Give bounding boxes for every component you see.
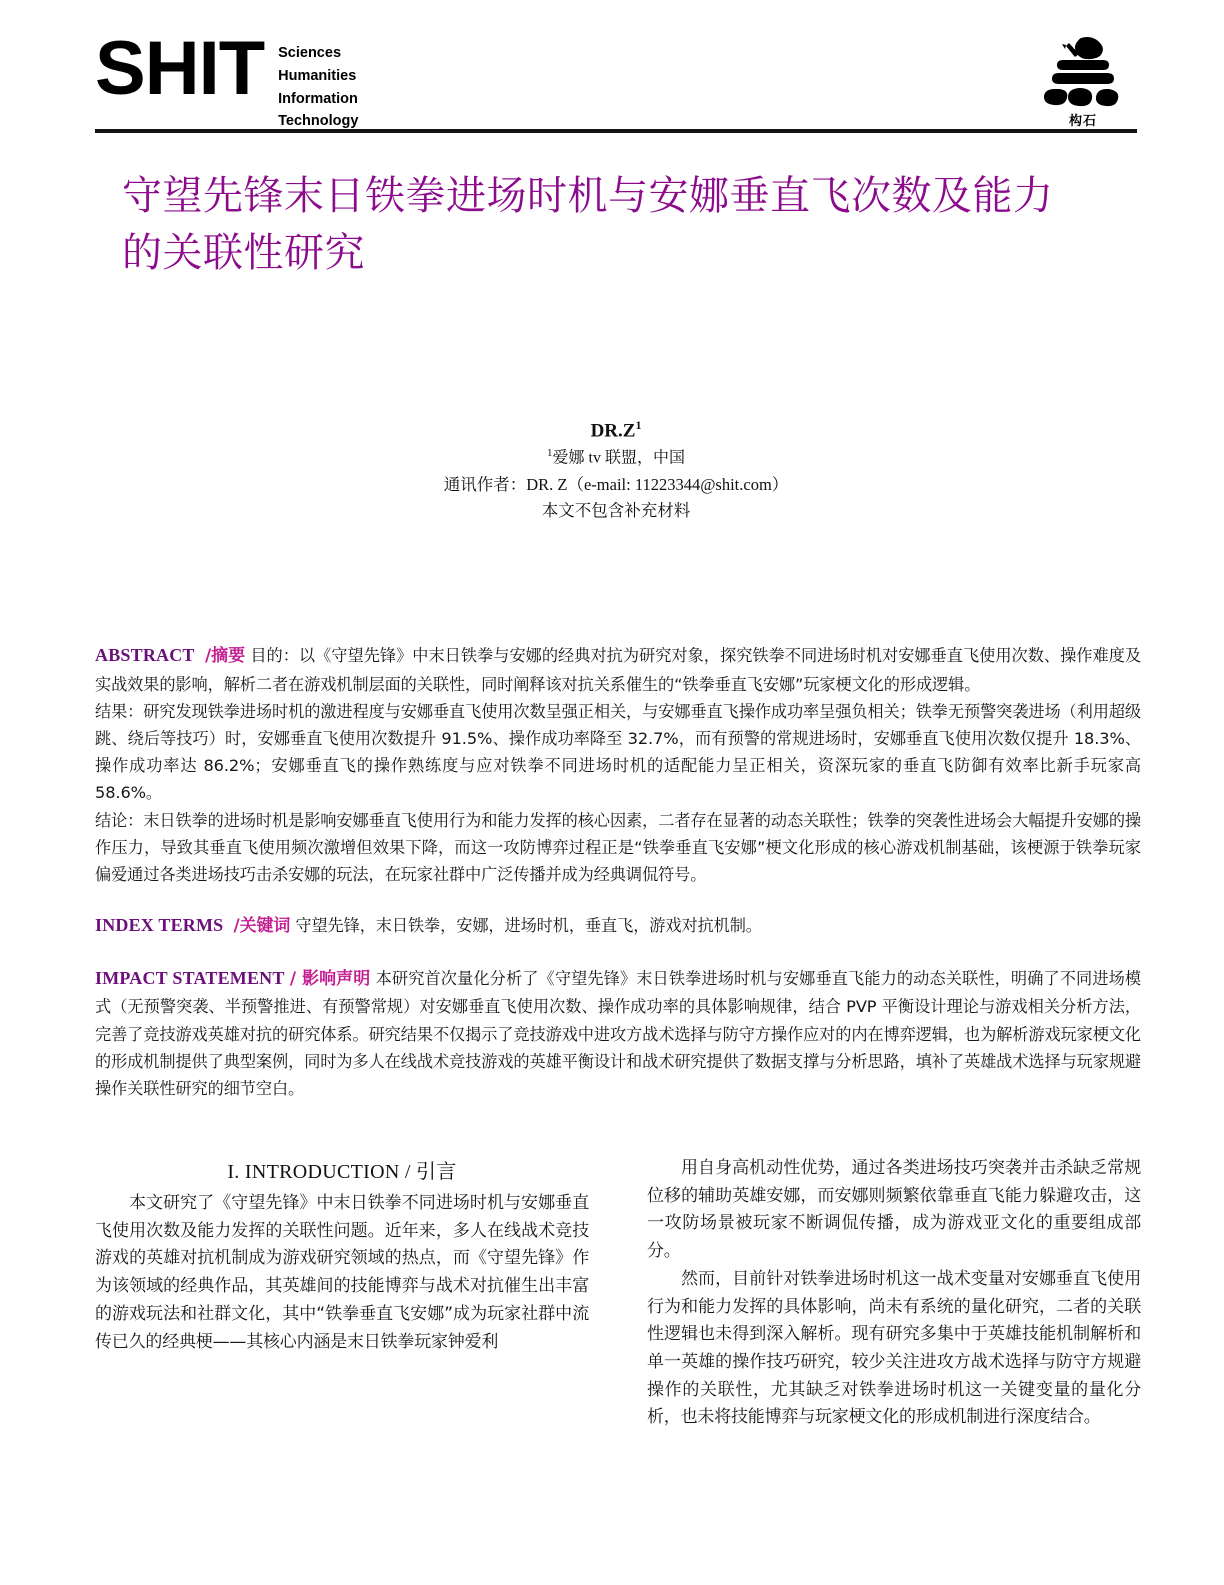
corresponding-author: 通讯作者：DR. Z（e-mail: 11223344@shit.com） (443, 474, 789, 494)
impact-statement-label-en: IMPACT STATEMENT (95, 967, 285, 988)
abstract-zone (95, 640, 1141, 1102)
introduction-right-column (647, 1155, 1141, 1585)
author-name-superscript: 1 (635, 418, 642, 432)
masthead-rule (95, 129, 1137, 133)
introduction-paragraph-1: 本文研究了《守望先锋》中末日铁拳不同进场时机与安娜垂直飞使用次数及能力发挥的关联性问题。近年来，多人在线战术竞技游戏的英雄对抗机制成为游戏研究领域的热点，而《守望先锋》作为该领域的经典作品，其英雄间的技能博弈与战术对抗催生出丰富的游戏玩法和社群文化，其中“铁拳垂直飞安娜”成为玩家社群中流传已久的经典梗——其核心内涵是末日铁拳玩家钟爱利 (95, 1193, 589, 1352)
journal-word-technology: Technology (278, 113, 359, 130)
author-affiliation (95, 445, 1137, 470)
journal-word-information: Information (278, 90, 358, 107)
author-name (95, 418, 1137, 442)
impact-statement-paragraph (95, 963, 1141, 1102)
journal-word-humanities: Humanities (278, 67, 357, 84)
stacked-stones-icon (1035, 34, 1131, 108)
journal-word-sciences: Sciences (278, 45, 342, 61)
index-terms-text: 守望先锋，末日铁拳，安娜，进场时机，垂直飞，游戏对抗机制。 (295, 916, 762, 936)
page-title: 守望先锋末日铁拳进场时机与安娜垂直飞次数及能力的关联性研究 (122, 173, 1054, 276)
introduction-paragraph-2: 然而，目前针对铁拳进场时机这一战术变量对安娜垂直飞使用行为和能力发挥的具体影响，尚未有系统的量化研究，二者的关联性逻辑也未得到深入解析。现有研究多集中于英雄技能机制解析和单一英雄的操作技巧研究，较少关注进攻方战术选择与防守方规避操作的关联性，尤其缺乏对铁拳进场时机这一关键变量的量化分析，也未将技能博弈与玩家梗文化的形成机制进行深度结合。 (647, 1268, 1141, 1428)
affiliation-text: 爱娜 tv 联盟，中国 (552, 449, 685, 467)
affiliation-superscript: 1 (547, 447, 553, 460)
abstract-purpose-paragraph (95, 640, 1141, 698)
introduction-left-column (95, 1155, 589, 1585)
supplementary-note: 本文不包含补充材料 (541, 501, 691, 521)
abstract-results-paragraph: 结果：研究发现铁拳进场时机的激进程度与安娜垂直飞使用次数呈强正相关，与安娜垂直飞操作成功率呈强负相关；铁拳无预警突袭进场（利用超级跳、绕后等技巧）时，安娜垂直飞使用次数提升 91.5%、操作成功率降至 32.7%，而有预警的常规进场时，安娜垂直飞使用次数仅提升 18.3%、操作成功率达 86.2%；安娜垂直飞的操作熟练度与应对铁拳不同进场时机的适配能力呈正相关，资深玩家的垂直飞防御有效率比新手玩家高 58.6%。 (95, 701, 1141, 803)
author-name-text: DR.Z (590, 420, 636, 442)
masthead (95, 26, 1137, 130)
index-terms-paragraph (95, 910, 1141, 941)
journal-expansion (278, 42, 358, 133)
spacer-before-index-terms (95, 888, 1141, 910)
abstract-conclusion-paragraph: 结论：末日铁拳的进场时机是影响安娜垂直飞使用行为和能力发挥的核心因素，二者存在显著的动态关联性；铁拳的突袭性进场会大幅提升安娜的操作压力，导致其垂直飞使用频次激增但效果下降，而这一攻防博弈过程正是“铁拳垂直飞安娜”梗文化形成的核心游戏机制基础，该梗源于铁拳玩家偏爱通过各类进场技巧击杀安娜的玩法，在玩家社群中广泛传播并成为经典调侃符号。 (95, 810, 1141, 885)
publisher-logo (1029, 34, 1137, 134)
impact-statement-text: 本研究首次量化分析了《守望先锋》末日铁拳进场时机与安娜垂直飞能力的动态关联性，明确了不同进场模式（无预警突袭、半预警推进、有预警常规）对安娜垂直飞使用次数、操作成功率的具体影响规律，结合 PVP 平衡设计理论与游戏相关分析方法，完善了竞技游戏英雄对抗的研究体系。研究结果不仅揭示了竞技游戏中进攻方战术选择与防守方操作应对的内在博弈逻辑，也为解析游戏玩家梗文化的形成机制提供了典型案例，同时为多人在线战术竞技游戏的英雄平衡设计和战术研究提供了数据支撑与分析思路，填补了英雄战术选择与玩家规避操作关联性研究的细节空白。 (95, 968, 1142, 1099)
journal-logo (95, 26, 359, 133)
abstract-purpose-text: 目的：以《守望先锋》中末日铁拳与安娜的经典对抗为研究对象，探究铁拳不同进场时机对安娜垂直飞使用次数、操作难度及实战效果的影响，解析二者在游戏机制层面的关联性，同时阐释该对抗关系催生的“铁拳垂直飞安娜”玩家梗文化的形成逻辑。 (95, 646, 1141, 694)
impact-statement-label-cn: / 影响声明 (289, 968, 371, 989)
abstract-label-en: ABSTRACT (95, 645, 195, 665)
journal-wordmark: SHIT (95, 26, 265, 111)
abstract-label-cn: /摘要 (204, 646, 246, 666)
author-block (95, 418, 1137, 524)
index-terms-label-en: INDEX TERMS (95, 915, 224, 936)
introduction-columns (95, 1155, 1141, 1585)
spacer-before-impact (95, 941, 1141, 963)
introduction-paragraph-1-continued: 用自身高机动性优势，通过各类进场技巧突袭并击杀缺乏常规位移的辅助英雄安娜，而安娜则频繁依靠垂直飞能力躲避攻击，这一攻防场景被玩家不断调侃传播，成为游戏亚文化的重要组成部分。 (647, 1158, 1141, 1262)
section-heading-introduction: I. INTRODUCTION / 引言 (227, 1161, 457, 1183)
index-terms-label-cn: /关键词 (233, 916, 291, 937)
publisher-name: 构石 (1068, 114, 1097, 129)
